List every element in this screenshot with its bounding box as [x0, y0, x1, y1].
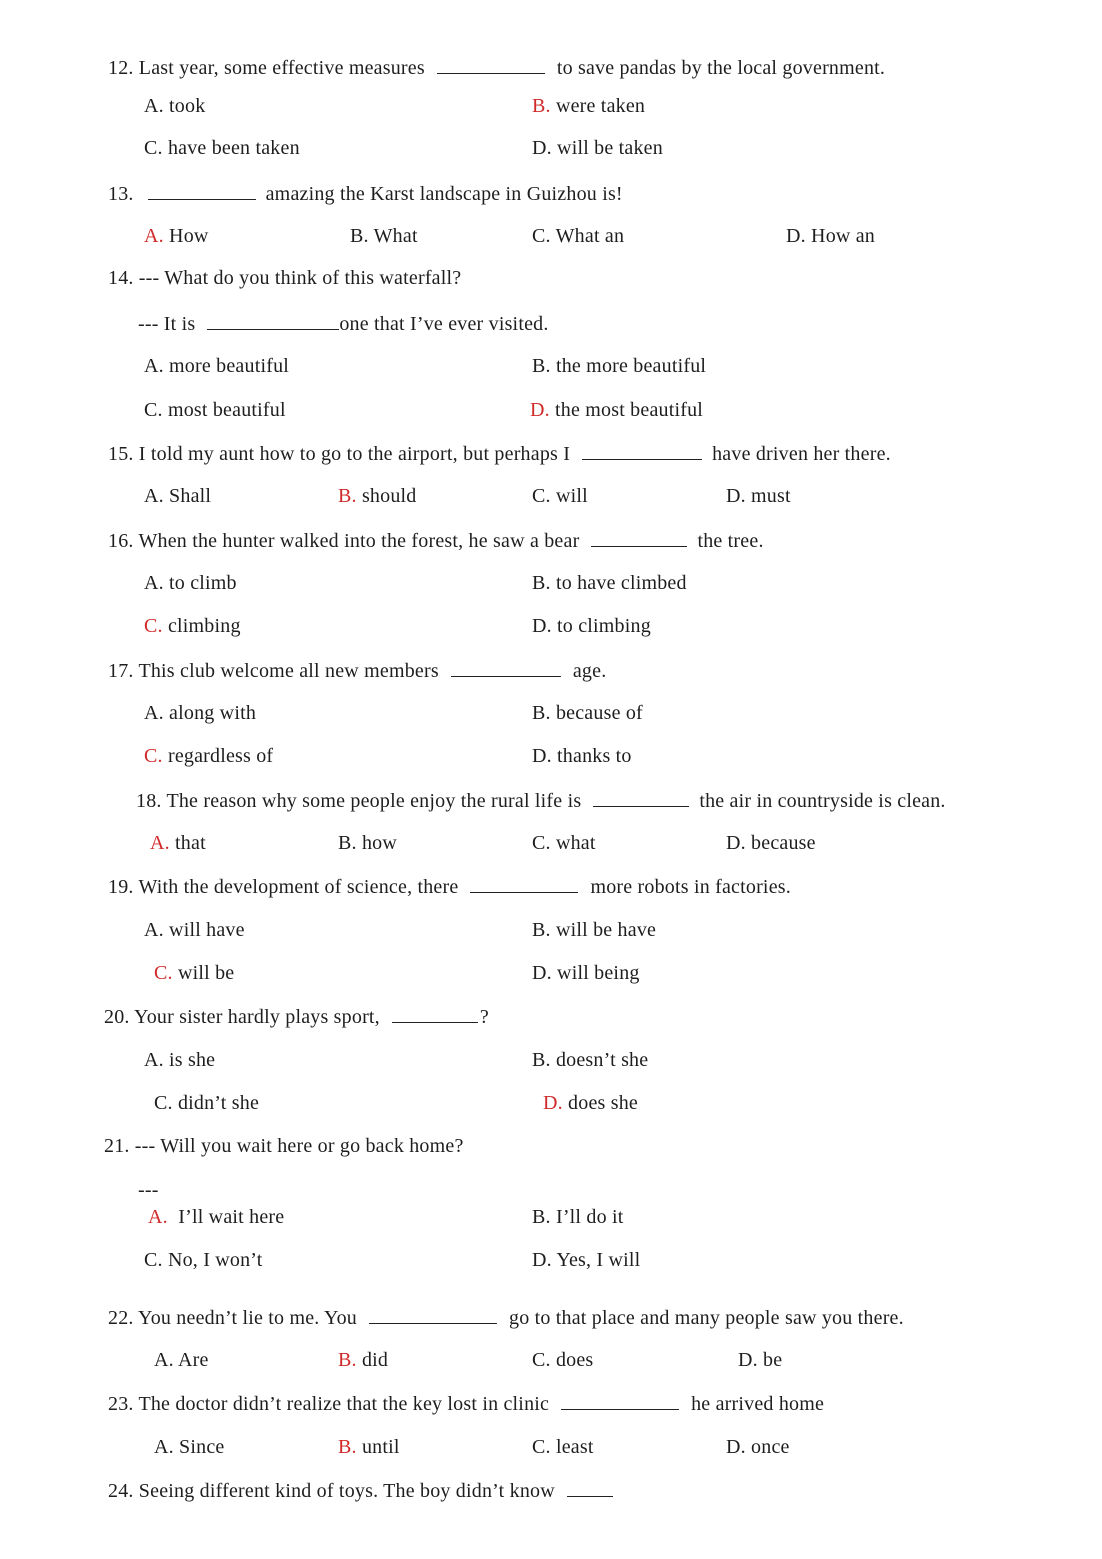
- q16-option-b-text: to have climbed: [555, 572, 687, 594]
- q20-option-a[interactable]: [144, 1048, 215, 1072]
- q16-option-c-letter: C.: [144, 615, 163, 637]
- q20-option-b-text: doesn’t she: [555, 1049, 649, 1071]
- q21-option-a-text: I’ll wait here: [178, 1206, 285, 1228]
- q21-option-a[interactable]: [148, 1205, 284, 1229]
- q17-option-a-letter: A.: [144, 702, 164, 724]
- q19-stem-part2: more robots in factories.: [590, 876, 791, 898]
- q18-stem-part1: 18. The reason why some people enjoy the rural life is: [136, 790, 582, 812]
- q22-option-b-text: did: [361, 1349, 389, 1371]
- q15-option-b-letter: B.: [338, 485, 357, 507]
- q19-option-a[interactable]: [144, 918, 245, 942]
- q16-option-d[interactable]: [532, 614, 651, 638]
- q17-stem-part2: age.: [572, 660, 607, 682]
- q14-stem-reply: [138, 311, 549, 336]
- q14-option-b-letter: B.: [532, 355, 551, 377]
- q19-option-b[interactable]: [532, 918, 656, 942]
- q16-option-c-text: climbing: [167, 615, 241, 637]
- q23-option-c-text: least: [555, 1436, 594, 1458]
- q18-option-c-letter: C.: [532, 832, 551, 854]
- q15-option-d-text: must: [751, 485, 791, 507]
- q14-option-c-text: most beautiful: [167, 399, 286, 421]
- q15-option-d[interactable]: [726, 484, 791, 508]
- q16-answer-blank[interactable]: [591, 528, 687, 547]
- q17-option-c-letter: C.: [144, 745, 163, 767]
- q21-reply-dashes: ---: [138, 1179, 159, 1201]
- q13-option-c-text: What an: [555, 225, 625, 247]
- q17-option-a[interactable]: [144, 701, 256, 725]
- q22-option-b-letter: B.: [338, 1349, 357, 1371]
- q17-option-a-text: along with: [169, 702, 257, 724]
- q16-option-d-letter: D.: [532, 615, 552, 637]
- q19-answer-blank[interactable]: [470, 874, 578, 893]
- q18-option-a-text: that: [175, 832, 206, 854]
- q12-option-d[interactable]: [532, 136, 663, 160]
- q18-option-c-text: what: [555, 832, 596, 854]
- q17-answer-blank[interactable]: [451, 658, 561, 677]
- q19-option-d[interactable]: [532, 961, 640, 985]
- q22-answer-blank[interactable]: [369, 1305, 497, 1324]
- q12-option-a[interactable]: [144, 94, 205, 118]
- q12-stem-part2: to save pandas by the local government.: [556, 57, 886, 79]
- q21-option-c-letter: C.: [144, 1249, 163, 1271]
- q18-option-d-letter: D.: [726, 832, 746, 854]
- q19-option-a-text: will have: [169, 919, 245, 941]
- q12-option-a-text: took: [169, 95, 206, 117]
- q18-answer-blank[interactable]: [593, 788, 689, 807]
- q14-option-c-letter: C.: [144, 399, 163, 421]
- q16-option-d-text: to climbing: [557, 615, 651, 637]
- q18-option-b-letter: B.: [338, 832, 357, 854]
- q12-option-d-letter: D.: [532, 137, 552, 159]
- q13-option-b-letter: B.: [350, 225, 369, 247]
- q14-reply-part2: one that I’ve ever visited.: [339, 313, 549, 335]
- q14-stem-part1: 14. --- What do you think of this waterfall?: [108, 267, 462, 289]
- q12-option-b[interactable]: [532, 94, 645, 118]
- q15-option-b[interactable]: [338, 484, 417, 508]
- q24-answer-blank[interactable]: [567, 1478, 613, 1497]
- q13-option-d-letter: D.: [786, 225, 806, 247]
- q20-answer-blank[interactable]: [392, 1004, 478, 1023]
- q18-option-b-text: how: [361, 832, 397, 854]
- q20-option-c[interactable]: [154, 1091, 259, 1115]
- q16-option-a-letter: A.: [144, 572, 164, 594]
- q20-stem-part1: 20. Your sister hardly plays sport,: [104, 1006, 380, 1028]
- q17-option-c[interactable]: [144, 744, 273, 768]
- q14-option-a[interactable]: [144, 354, 289, 378]
- q13-option-c-letter: C.: [532, 225, 551, 247]
- q15-option-c-text: will: [555, 485, 588, 507]
- q19-option-d-letter: D.: [532, 962, 552, 984]
- q12-stem: [108, 55, 885, 80]
- q21-option-b-text: I’ll do it: [555, 1206, 624, 1228]
- q21-option-b-letter: B.: [532, 1206, 551, 1228]
- q20-option-d-letter: D.: [543, 1092, 563, 1114]
- q16-stem-part1: 16. When the hunter walked into the forest, he saw a bear: [108, 530, 580, 552]
- q16-option-b-letter: B.: [532, 572, 551, 594]
- q20-option-b-letter: B.: [532, 1049, 551, 1071]
- q23-option-a[interactable]: [154, 1435, 224, 1459]
- q13-option-b[interactable]: [350, 224, 418, 248]
- q22-stem-part1: 22. You needn’t lie to me. You: [108, 1307, 357, 1329]
- q23-stem: [108, 1391, 824, 1416]
- q13-option-a-text: How: [169, 225, 209, 247]
- q13-option-a-letter: A.: [144, 225, 164, 247]
- q20-option-c-letter: C.: [154, 1092, 173, 1114]
- q19-option-b-letter: B.: [532, 919, 551, 941]
- q15-stem-part2: have driven her there.: [712, 443, 891, 465]
- q14-stem: [108, 266, 461, 290]
- q24-stem: [108, 1478, 619, 1503]
- q23-option-b[interactable]: [338, 1435, 400, 1459]
- q12-answer-blank[interactable]: [437, 55, 545, 74]
- q18-option-d[interactable]: [726, 831, 816, 855]
- q14-answer-blank[interactable]: [207, 311, 339, 330]
- q12-option-c-letter: C.: [144, 137, 163, 159]
- q20-option-c-text: didn’t she: [177, 1092, 260, 1114]
- q13-stem-part2: amazing the Karst landscape in Guizhou is!: [265, 183, 623, 205]
- q21-option-a-letter: A.: [148, 1206, 168, 1228]
- q23-answer-blank[interactable]: [561, 1391, 679, 1410]
- q12-option-a-letter: A.: [144, 95, 164, 117]
- q15-option-a[interactable]: [144, 484, 211, 508]
- q13-option-d[interactable]: [786, 224, 875, 248]
- q17-stem: [108, 658, 606, 683]
- q12-option-c[interactable]: [144, 136, 300, 160]
- q16-option-a[interactable]: [144, 571, 237, 595]
- q22-option-c-text: does: [555, 1349, 594, 1371]
- q15-option-a-text: Shall: [169, 485, 212, 507]
- q17-option-b[interactable]: [532, 701, 643, 725]
- q24-stem-part1: 24. Seeing different kind of toys. The boy didn’t know: [108, 1480, 555, 1502]
- q18-option-a[interactable]: [150, 831, 206, 855]
- q13-stem-part1: 13.: [108, 183, 134, 205]
- q12-option-b-letter: B.: [532, 95, 551, 117]
- q20-option-b[interactable]: [532, 1048, 648, 1072]
- q21-stem-reply: [138, 1178, 159, 1202]
- q18-option-d-text: because: [751, 832, 816, 854]
- q16-option-b[interactable]: [532, 571, 687, 595]
- q21-option-d-letter: D.: [532, 1249, 552, 1271]
- q15-answer-blank[interactable]: [582, 441, 702, 460]
- q17-stem-part1: 17. This club welcome all new members: [108, 660, 439, 682]
- q13-option-a[interactable]: [144, 224, 209, 248]
- q13-option-c[interactable]: [532, 224, 624, 248]
- q18-option-c[interactable]: [532, 831, 596, 855]
- q12-option-b-text: were taken: [555, 95, 646, 117]
- q21-stem-part1: 21. --- Will you wait here or go back home?: [104, 1135, 464, 1157]
- q14-option-d-text: the most beautiful: [555, 399, 704, 421]
- q18-stem: [136, 788, 946, 813]
- q17-option-d-text: thanks to: [557, 745, 632, 767]
- q14-option-a-text: more beautiful: [169, 355, 290, 377]
- q20-stem: [104, 1004, 489, 1029]
- q15-option-c-letter: C.: [532, 485, 551, 507]
- q16-stem: [108, 528, 764, 553]
- q21-option-d[interactable]: [532, 1248, 640, 1272]
- q14-option-a-letter: A.: [144, 355, 164, 377]
- q18-option-b[interactable]: [338, 831, 397, 855]
- q15-option-a-letter: A.: [144, 485, 164, 507]
- q20-option-a-letter: A.: [144, 1049, 164, 1071]
- q23-option-d-letter: D.: [726, 1436, 746, 1458]
- q21-option-c[interactable]: [144, 1248, 263, 1272]
- q23-option-d[interactable]: [726, 1435, 790, 1459]
- q19-option-b-text: will be have: [555, 919, 657, 941]
- q18-option-a-letter: A.: [150, 832, 170, 854]
- q21-option-b[interactable]: [532, 1205, 624, 1229]
- q19-option-d-text: will being: [557, 962, 640, 984]
- q14-option-b-text: the more beautiful: [555, 355, 707, 377]
- q14-option-b[interactable]: [532, 354, 706, 378]
- q12-stem-part1: 12. Last year, some effective measures: [108, 57, 425, 79]
- q13-answer-blank[interactable]: [148, 181, 256, 200]
- q20-option-d-text: does she: [568, 1092, 638, 1114]
- q13-option-d-text: How an: [811, 225, 876, 247]
- q22-option-a-letter: A.: [154, 1349, 174, 1371]
- q14-option-c[interactable]: [144, 398, 286, 422]
- q22-stem: [108, 1305, 904, 1330]
- q19-option-c[interactable]: [154, 961, 234, 985]
- q16-stem-part2: the tree.: [697, 530, 764, 552]
- q20-option-a-text: is she: [169, 1049, 216, 1071]
- q14-reply-part1: --- It is: [138, 313, 196, 335]
- q23-option-c-letter: C.: [532, 1436, 551, 1458]
- q19-option-a-letter: A.: [144, 919, 164, 941]
- q14-option-d[interactable]: [530, 398, 703, 422]
- q22-option-d-letter: D.: [738, 1349, 758, 1371]
- q17-option-b-letter: B.: [532, 702, 551, 724]
- q23-option-b-text: until: [361, 1436, 400, 1458]
- q20-option-d[interactable]: [543, 1091, 638, 1115]
- q14-option-d-letter: D.: [530, 399, 550, 421]
- q19-stem-part1: 19. With the development of science, there: [108, 876, 459, 898]
- q22-option-a[interactable]: [154, 1348, 209, 1372]
- q17-option-b-text: because of: [555, 702, 643, 724]
- q23-stem-part2: he arrived home: [691, 1393, 825, 1415]
- q22-stem-part2: go to that place and many people saw you there.: [509, 1307, 904, 1329]
- q23-option-a-text: Since: [179, 1436, 225, 1458]
- q17-option-d-letter: D.: [532, 745, 552, 767]
- q19-stem: [108, 874, 791, 899]
- q15-option-c[interactable]: [532, 484, 588, 508]
- q15-option-b-text: should: [361, 485, 417, 507]
- q15-stem-part1: 15. I told my aunt how to go to the airport, but perhaps I: [108, 443, 571, 465]
- q22-option-b[interactable]: [338, 1348, 388, 1372]
- q22-option-c[interactable]: [532, 1348, 593, 1372]
- q22-option-d-text: be: [763, 1349, 783, 1371]
- q21-option-d-text: Yes, I will: [556, 1249, 641, 1271]
- q13-stem: [108, 181, 623, 206]
- q23-option-b-letter: B.: [338, 1436, 357, 1458]
- q17-option-c-text: regardless of: [167, 745, 274, 767]
- q21-option-c-text: No, I won’t: [167, 1249, 263, 1271]
- q22-option-c-letter: C.: [532, 1349, 551, 1371]
- q19-option-c-letter: C.: [154, 962, 173, 984]
- q12-option-c-text: have been taken: [167, 137, 300, 159]
- q16-option-a-text: to climb: [169, 572, 237, 594]
- q18-stem-part2: the air in countryside is clean.: [699, 790, 946, 812]
- q23-option-a-letter: A.: [154, 1436, 174, 1458]
- q19-option-c-text: will be: [177, 962, 235, 984]
- q21-stem: [104, 1134, 464, 1158]
- q22-option-d[interactable]: [738, 1348, 782, 1372]
- q20-stem-part2: ?: [479, 1006, 489, 1028]
- q23-option-c[interactable]: [532, 1435, 594, 1459]
- q16-option-c[interactable]: [144, 614, 241, 638]
- q15-stem: [108, 441, 891, 466]
- q23-option-d-text: once: [751, 1436, 790, 1458]
- q22-option-a-text: Are: [177, 1349, 209, 1371]
- q13-option-b-text: What: [373, 225, 418, 247]
- q17-option-d[interactable]: [532, 744, 632, 768]
- q12-option-d-text: will be taken: [557, 137, 663, 159]
- q23-stem-part1: 23. The doctor didn’t realize that the key lost in clinic: [108, 1393, 550, 1415]
- q15-option-d-letter: D.: [726, 485, 746, 507]
